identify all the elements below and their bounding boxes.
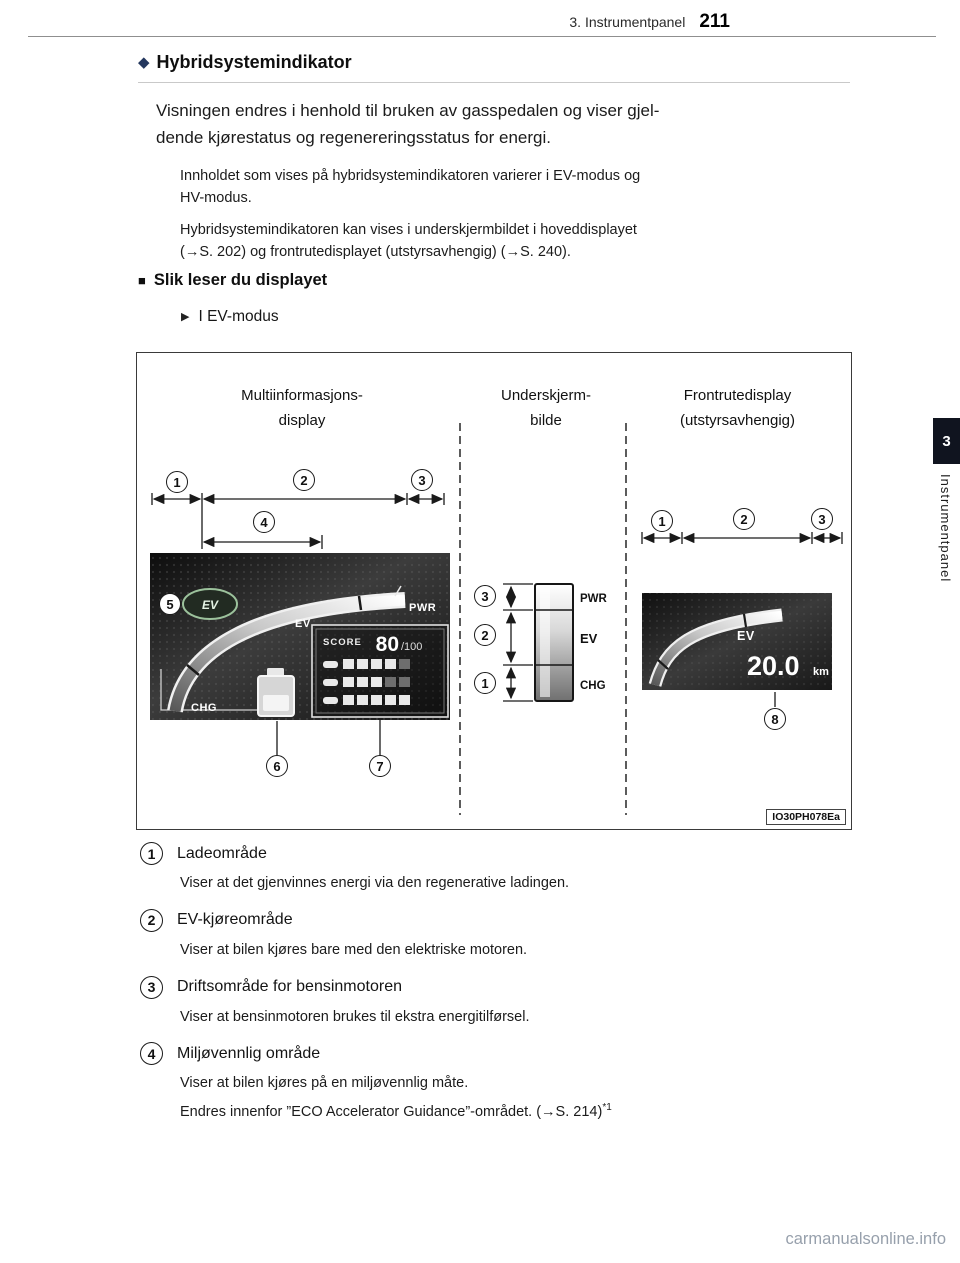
page-number: 211 (699, 11, 730, 32)
callout-4: 4 (253, 511, 275, 533)
legend-item (140, 842, 854, 895)
header-rule (28, 36, 936, 37)
mode-row (181, 308, 279, 326)
callout-8: 8 (764, 708, 786, 730)
legend-item (140, 909, 854, 962)
dimension-lines-right (642, 532, 842, 544)
callout-2-right: 2 (733, 508, 755, 530)
callout-2: 2 (293, 469, 315, 491)
diamond-bullet-icon: ◆ (138, 54, 150, 71)
legend-extra-note (180, 1100, 854, 1124)
display3-distance-value: 20.0 (747, 651, 800, 681)
display1-pwr-label: PWR (409, 602, 437, 614)
legend-description: Viser at det gjenvinnes energi via den regenerative ladingen. (180, 875, 570, 891)
square-bullet-icon: ■ (138, 273, 146, 288)
legend-number-1: 1 (140, 842, 163, 865)
intro-paragraph (156, 97, 866, 151)
intro-line: dende kjørestatus og regenereringsstatus for energi. (156, 128, 552, 148)
section-heading (138, 52, 850, 83)
display3-ev-label: EV (737, 629, 755, 643)
legend-title: Miljøvennlig område (177, 1044, 321, 1062)
dimension-lines-left (152, 493, 444, 549)
ev-cloud-label: EV (201, 598, 219, 612)
arrow-bullet-icon: ▶ (181, 310, 190, 323)
header-section-title: 3. Instrumentpanel (569, 14, 686, 30)
display-head-up (642, 532, 842, 707)
page-header (569, 11, 730, 33)
body-line: HV-modus. (180, 190, 252, 207)
legend-item-head (140, 976, 854, 999)
column-header-line: bilde (530, 412, 562, 429)
chapter-tab: 3 (933, 418, 960, 464)
score-value: 80 (375, 633, 399, 656)
legend-list (140, 842, 854, 1124)
display1-ev-label: EV (295, 618, 311, 630)
score-max: /100 (401, 641, 423, 653)
subsection-title: Slik leser du displayet (153, 271, 328, 289)
column-header-line: Underskjerm- (500, 387, 591, 404)
callout-3-right: 3 (811, 508, 833, 530)
legend-number-4: 4 (140, 1042, 163, 1065)
legend-item-head (140, 1042, 854, 1065)
body-line: Innholdet som vises på hybridsystemindikatoren varierer i EV-modus og (180, 168, 641, 184)
legend-extra-text: Endres innenfor ”ECO Accelerator Guidance”-området. (→S. 214) (180, 1103, 603, 1120)
display3-distance-unit: km (813, 666, 829, 678)
column-header-line: (utstyrsavhengig) (679, 412, 796, 429)
subsection-heading (138, 271, 327, 290)
callout-7: 7 (369, 755, 391, 777)
intro-line: Visningen endres i henhold til bruken av gasspedalen og viser gjel- (156, 101, 660, 120)
ev-cloud-icon (183, 589, 237, 619)
legend-title: Driftsområde for bensinmotoren (177, 978, 402, 995)
legend-title: EV-kjøreområde (177, 911, 293, 929)
body-line: (→S. 202) og frontrutedisplayet (utstyrsavhengig) (→S. 240). (180, 244, 571, 261)
callout-5: 5 (159, 593, 181, 615)
legend-item (140, 1042, 854, 1123)
figure-ev-mode-displays (136, 352, 852, 830)
legend-number-2: 2 (140, 909, 163, 932)
score-panel (312, 625, 448, 717)
body-line: Hybridsystemindikatoren kan vises i underskjermbildet i hoveddisplayet (180, 222, 637, 238)
chapter-side-label: Instrumentpanel (938, 474, 953, 583)
mode-label: I EV-modus (198, 308, 279, 325)
callout-6: 6 (266, 755, 288, 777)
legend-description: Viser at bilen kjøres bare med den elektriske motoren. (180, 941, 528, 958)
legend-item (140, 976, 854, 1029)
figure-code: IO30PH078Ea (766, 809, 846, 825)
callout-1-mid: 1 (474, 672, 496, 694)
body-paragraph (180, 165, 870, 210)
callout-3-mid: 3 (474, 585, 496, 607)
legend-description: Viser at bensinmotoren brukes til ekstra energitilførsel. (180, 1008, 530, 1025)
dimension-lines-middle (503, 584, 533, 701)
gauge-bar (535, 584, 573, 701)
column-header-line: Multiinformasjons- (241, 387, 363, 404)
display1-chg-label: CHG (191, 702, 217, 714)
legend-item-head (140, 909, 854, 932)
callout-1-right: 1 (651, 510, 673, 532)
legend-description: Viser at bilen kjøres på en miljøvennlig måte. (180, 1075, 469, 1092)
section-title: Hybridsystemindikator (156, 52, 352, 72)
watermark-link[interactable]: carmanualsonline.info (785, 1230, 946, 1248)
callout-1: 1 (166, 471, 188, 493)
battery-icon (258, 668, 294, 716)
body-paragraph (180, 219, 870, 264)
display2-pwr-label: PWR (580, 593, 607, 605)
legend-title: Ladeområde (177, 844, 267, 862)
legend-number-3: 3 (140, 976, 163, 999)
callout-2-mid: 2 (474, 624, 496, 646)
display-multiinfo (150, 553, 450, 755)
footnote-marker: *1 (602, 1102, 612, 1113)
column-header-line: Frontrutedisplay (683, 387, 792, 404)
column-header-line: display (278, 412, 326, 429)
display2-ev-label: EV (580, 631, 598, 646)
callout-3: 3 (411, 469, 433, 491)
display2-chg-label: CHG (580, 680, 606, 692)
display-sub-screen (503, 584, 608, 701)
legend-item-head (140, 842, 854, 865)
score-label: SCORE (323, 637, 362, 648)
